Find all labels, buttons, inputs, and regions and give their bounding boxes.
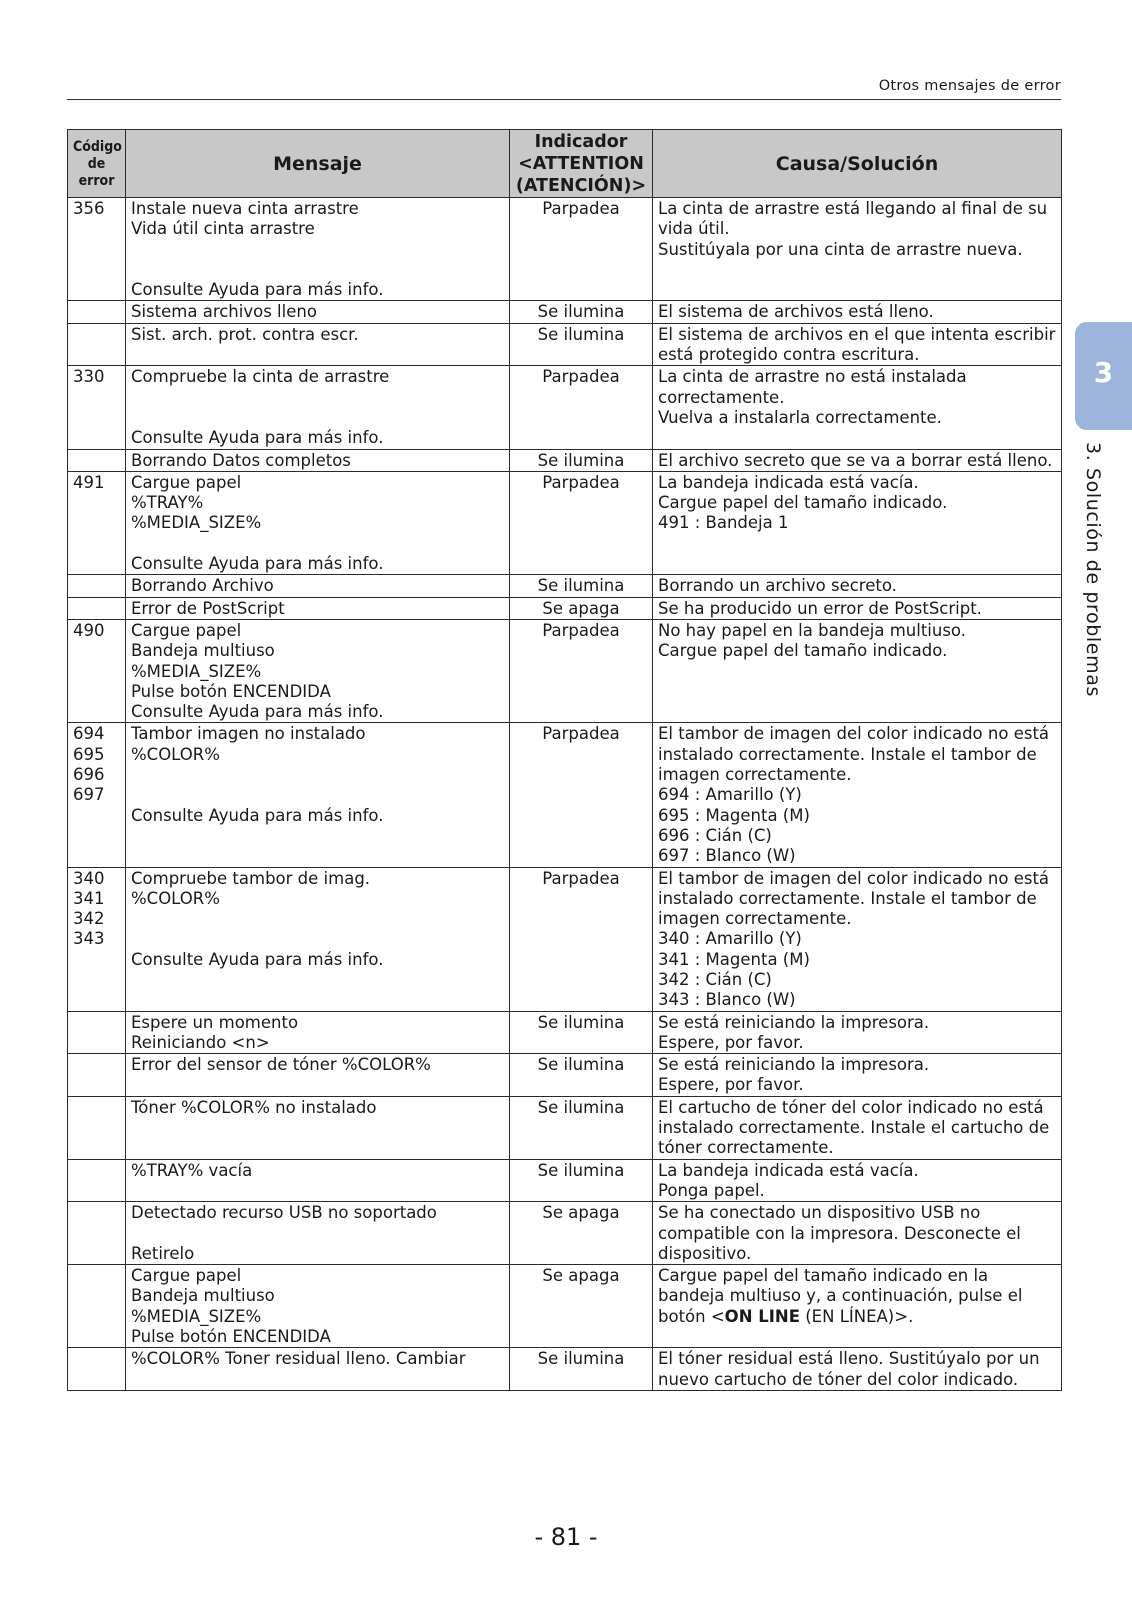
cause-solution-cell [653,1265,1062,1348]
table-row [68,449,1062,471]
message-line: Pulse botón ENCENDIDA [131,1327,331,1347]
message-line: %COLOR% [131,744,220,764]
cause-solution-cell: El tambor de imagen del color indicado no está instalado correctamente. Instale el tambor de imagen correctamente. 340 : Amarillo (Y) 341 : Magenta (M) 342 : Cián (C) 343 : Blanco (W) [653,867,1062,1011]
message-cell [126,449,510,471]
error-code-cell [68,1348,126,1391]
error-code-cell [68,1011,126,1054]
message-line: Borrando Datos completos [131,450,351,470]
cause-solution-cell: Se ha producido un error de PostScript. [653,597,1062,619]
table-row [68,1159,1062,1202]
message-line: Consulte Ayuda para más info. [131,949,384,969]
table-row [68,597,1062,619]
message-cell [126,323,510,366]
cause-solution-cell: El sistema de archivos está lleno. [653,301,1062,323]
error-code-cell [68,1265,126,1348]
cause-solution-cell: Borrando un archivo secreto. [653,575,1062,597]
indicator-cell: Se ilumina [510,575,653,597]
message-cell [126,471,510,574]
indicator-cell: Se ilumina [510,1159,653,1202]
message-cell [126,1202,510,1265]
cause-solution-cell: El sistema de archivos en el que intenta escribir está protegido contra escritura. [653,323,1062,366]
message-cell [126,867,510,1011]
message-cell [126,1265,510,1348]
cause-solution-cell: El tambor de imagen del color indicado no está instalado correctamente. Instale el tambor de imagen correctamente. 694 : Amarillo (Y) 695 : Magenta (M) 696 : Cián (C) 697 : Blanco (W) [653,723,1062,867]
message-line: %MEDIA_SIZE% [131,661,262,681]
cause-text: (EN LÍNEA)>. [800,1306,914,1326]
error-message-table [67,129,1062,1391]
indicator-cell: Se apaga [510,1265,653,1348]
error-code-cell [68,1202,126,1265]
message-line: Consulte Ayuda para más info. [131,805,384,825]
error-code-cell [68,575,126,597]
message-cell [126,1011,510,1054]
indicator-cell: Se ilumina [510,1054,653,1097]
message-spacer [131,909,504,929]
header-rule [67,99,1061,100]
table-row [68,1202,1062,1265]
message-spacer [131,765,504,785]
cause-text: Cargue papel del tamaño indicado en la bandeja multiuso y, a continuación, pulse el botón < [658,1266,1023,1326]
page-number: - 81 - [534,1523,598,1551]
message-spacer [131,1224,504,1244]
message-line: Sist. arch. prot. contra escr. [131,324,359,344]
message-cell [126,198,510,301]
message-cell [126,1159,510,1202]
cause-solution-cell: La bandeja indicada está vacía. Ponga papel. [653,1159,1062,1202]
error-code-cell: 694 695 696 697 [68,723,126,867]
error-code-cell [68,1054,126,1097]
indicator-cell: Se ilumina [510,449,653,471]
chapter-tab-number: 3 [1093,356,1114,389]
running-head: Otros mensajes de error [878,78,1061,94]
message-line: %MEDIA_SIZE% [131,513,262,533]
message-spacer [131,388,504,408]
message-cell [126,575,510,597]
header-code: Código de error [68,130,126,198]
indicator-cell: Se apaga [510,1202,653,1265]
message-spacer [131,534,504,554]
error-code-cell: 356 [68,198,126,301]
message-spacer [131,785,504,805]
table-row [68,1011,1062,1054]
header-message: Mensaje [126,130,510,198]
message-line: Cargue papel [131,1266,242,1286]
cause-solution-cell: El cartucho de tóner del color indicado no está instalado correctamente. Instale el cartucho de tóner correctamente. [653,1096,1062,1159]
error-code-cell [68,301,126,323]
message-line: Cargue papel [131,472,242,492]
message-line: Sistema archivos lleno [131,302,317,322]
message-line: Espere un momento [131,1012,299,1032]
table-row [68,198,1062,301]
header-indicator: Indicador <ATTENTION (ATENCIÓN)> [510,130,653,198]
table-row [68,1348,1062,1391]
message-cell [126,366,510,449]
message-line: Bandeja multiuso [131,641,275,661]
message-line: Instale nueva cinta arrastre [131,199,359,218]
cause-solution-cell: La bandeja indicada está vacía. Cargue papel del tamaño indicado. 491 : Bandeja 1 [653,471,1062,574]
indicator-cell: Se apaga [510,597,653,619]
table-row [68,575,1062,597]
table-row [68,723,1062,867]
cause-solution-cell: Se está reiniciando la impresora. Espere, por favor. [653,1054,1062,1097]
error-code-cell [68,597,126,619]
cause-solution-cell: La cinta de arrastre está llegando al final de su vida útil. Sustitúyala por una cinta de arrastre nueva. [653,198,1062,301]
indicator-cell: Parpadea [510,198,653,301]
cause-solution-cell: Se está reiniciando la impresora. Espere, por favor. [653,1011,1062,1054]
message-spacer [131,260,504,280]
cause-solution-cell: El archivo secreto que se va a borrar está lleno. [653,449,1062,471]
table-row [68,1054,1062,1097]
message-spacer [131,240,504,260]
cause-solution-cell: Se ha conectado un dispositivo USB no compatible con la impresora. Desconecte el dispositivo. [653,1202,1062,1265]
message-line: %TRAY% vacía [131,1160,253,1180]
button-name: ON LINE [724,1306,800,1326]
message-cell [126,1348,510,1391]
table-row [68,1265,1062,1348]
message-line: Compruebe la cinta de arrastre [131,367,390,387]
indicator-cell: Se ilumina [510,301,653,323]
table-row [68,619,1062,722]
cause-solution-cell: La cinta de arrastre no está instalada correctamente. Vuelva a instalarla correctamente. [653,366,1062,449]
message-line: Consulte Ayuda para más info. [131,280,384,300]
message-cell [126,619,510,722]
indicator-cell: Se ilumina [510,1011,653,1054]
message-spacer [131,929,504,949]
table-row [68,301,1062,323]
header-cause: Causa/Solución [653,130,1062,198]
message-cell [126,1096,510,1159]
message-line: Consulte Ayuda para más info. [131,702,384,722]
message-line: Consulte Ayuda para más info. [131,554,384,574]
table-row [68,1096,1062,1159]
message-line: Error de PostScript [131,598,285,618]
message-line: Reiniciando <n> [131,1032,270,1052]
message-line: Compruebe tambor de imag. [131,868,371,888]
chapter-tab [1075,322,1132,430]
error-code-cell [68,323,126,366]
error-code-cell: 340 341 342 343 [68,867,126,1011]
message-line: %COLOR% Toner residual lleno. Cambiar [131,1349,466,1369]
table-row [68,867,1062,1011]
table-body [68,198,1062,1391]
message-line: Tóner %COLOR% no instalado [131,1097,377,1117]
error-code-cell [68,1096,126,1159]
message-cell [126,723,510,867]
indicator-cell: Parpadea [510,723,653,867]
indicator-cell: Se ilumina [510,1348,653,1391]
cause-solution-cell: No hay papel en la bandeja multiuso. Cargue papel del tamaño indicado. [653,619,1062,722]
table-row [68,366,1062,449]
table-row [68,471,1062,574]
message-line: Pulse botón ENCENDIDA [131,681,331,701]
message-line: Retirelo [131,1243,195,1263]
indicator-cell: Parpadea [510,471,653,574]
error-code-cell: 491 [68,471,126,574]
message-line: Vida útil cinta arrastre [131,219,315,239]
message-cell [126,301,510,323]
indicator-cell: Parpadea [510,867,653,1011]
table-row [68,323,1062,366]
table-header-row [68,130,1062,198]
message-line: Consulte Ayuda para más info. [131,428,384,448]
message-cell [126,1054,510,1097]
message-line: Bandeja multiuso [131,1286,275,1306]
error-code-cell [68,1159,126,1202]
message-line: Tambor imagen no instalado [131,724,366,744]
error-code-cell: 330 [68,366,126,449]
error-code-cell: 490 [68,619,126,722]
error-code-cell [68,449,126,471]
message-line: Error del sensor de tóner %COLOR% [131,1055,431,1075]
indicator-cell: Se ilumina [510,1096,653,1159]
chapter-label: 3. Solución de problemas [1082,442,1104,697]
indicator-cell: Se ilumina [510,323,653,366]
message-line: Cargue papel [131,620,242,640]
indicator-cell: Parpadea [510,366,653,449]
message-line: %TRAY% [131,493,204,513]
message-line: %MEDIA_SIZE% [131,1306,262,1326]
message-line: Borrando Archivo [131,576,274,596]
message-line: Detectado recurso USB no soportado [131,1203,437,1223]
message-spacer [131,408,504,428]
cause-solution-cell: El tóner residual está lleno. Sustitúyalo por un nuevo cartucho de tóner del color indicado. [653,1348,1062,1391]
message-line: %COLOR% [131,888,220,908]
indicator-cell: Parpadea [510,619,653,722]
message-cell [126,597,510,619]
